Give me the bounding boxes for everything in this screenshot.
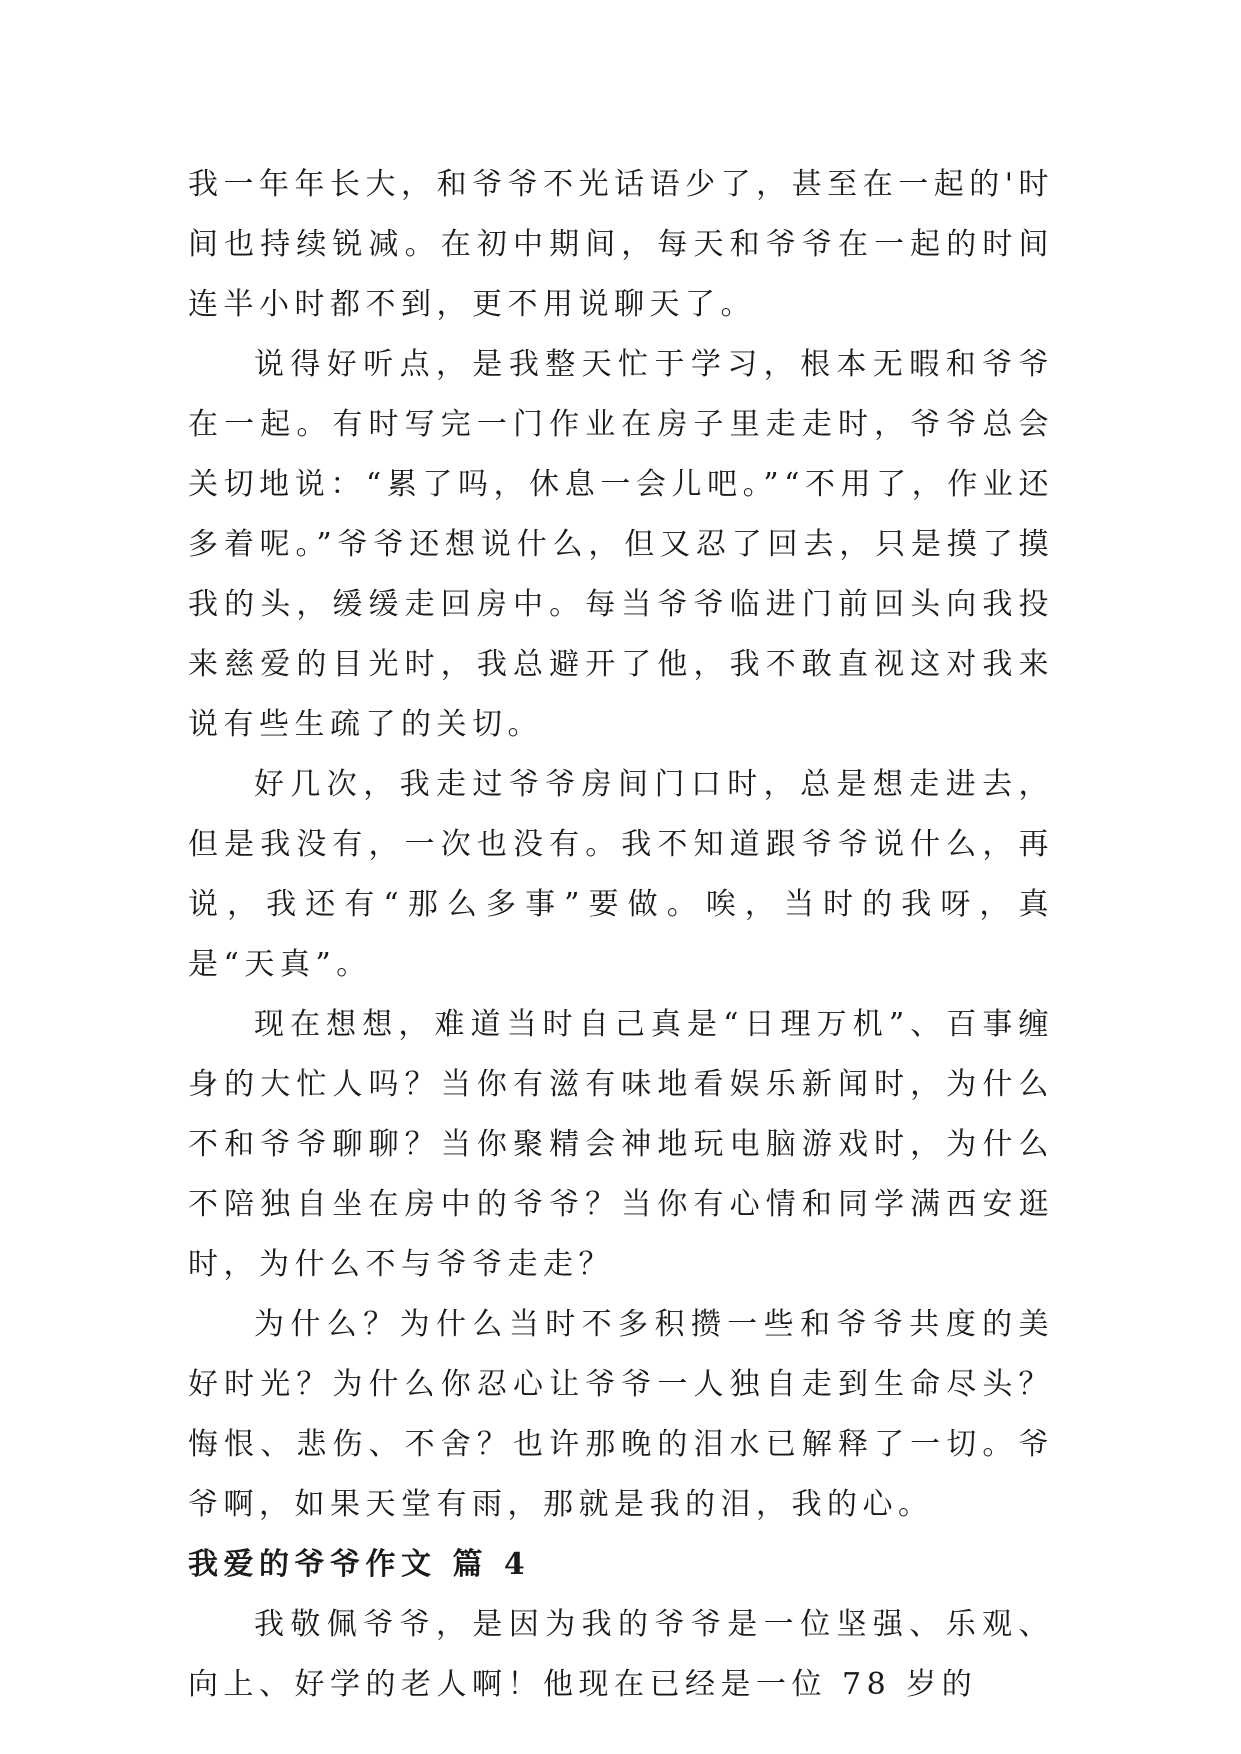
body-paragraph: 说得好听点，是我整天忙于学习，根本无暇和爷爷在一起。有时写完一门作业在房子里走走时，爷爷总会关切地说：“累了吗，休息一会儿吧。”“不用了，作业还多着呢。”爷爷还想说什么，但又忍了回去，只是摸了摸我的头，缓缓走回房中。每当爷爷临进门前回头向我投来慈爱的目光时，我总避开了他，我不敢直视这对我来说有些生疏了的关切。 [188, 347, 1054, 742]
body-paragraph: 我一年年长大，和爷爷不光话语少了，甚至在一起的'时间也持续锐减。在初中期间，每天和爷爷在一起的时间连半小时都不到，更不用说聊天了。 [188, 167, 1054, 322]
body-paragraph: 我敬佩爷爷，是因为我的爷爷是一位坚强、乐观、向上、好学的老人啊！他现在已经是一位 78 岁的 [188, 1607, 1054, 1702]
body-paragraph: 好几次，我走过爷爷房间门口时，总是想走进去，但是我没有，一次也没有。我不知道跟爷爷说什么，再说，我还有“那么多事”要做。唉，当时的我呀，真是“天真”。 [188, 767, 1054, 982]
body-paragraph: 现在想想，难道当时自己真是“日理万机”、百事缠身的大忙人吗？当你有滋有味地看娱乐新闻时，为什么不和爷爷聊聊？当你聚精会神地玩电脑游戏时，为什么不陪独自坐在房中的爷爷？当你有心情和同学满西安逛时，为什么不与爷爷走走？ [188, 1007, 1054, 1282]
section-heading: 我爱的爷爷作文 篇 4 [188, 1547, 531, 1582]
document-page [188, 155, 1054, 1715]
body-paragraph: 为什么？为什么当时不多积攒一些和爷爷共度的美好时光？为什么你忍心让爷爷一人独自走到生命尽头？悔恨、悲伤、不舍？也许那晚的泪水已解释了一切。爷爷啊，如果天堂有雨，那就是我的泪，我的心。 [188, 1307, 1054, 1522]
